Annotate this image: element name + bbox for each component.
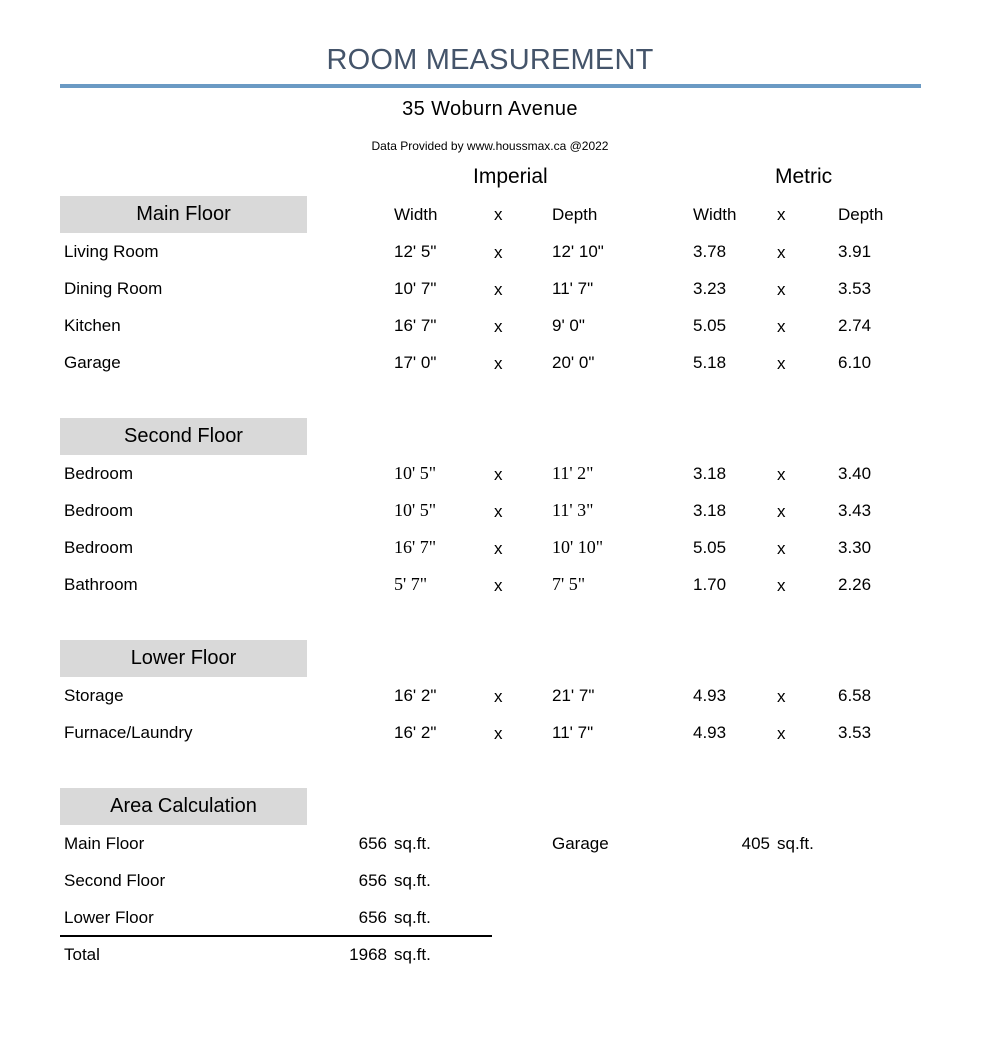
imperial-width: 10' 5" (394, 500, 437, 520)
metric-depth: 3.53 (838, 279, 872, 298)
title-rule (60, 84, 921, 88)
times-sign: x (777, 539, 786, 558)
section-title: Lower Floor (130, 647, 237, 669)
imperial-width-header: Width (394, 205, 438, 224)
imperial-width: 10' 5" (394, 463, 437, 483)
area-value-second: 656 (358, 871, 387, 890)
imperial-depth-header: Depth (552, 205, 598, 224)
times-sign: x (494, 502, 503, 521)
metric-depth: 3.91 (838, 242, 872, 261)
area-unit: sq.ft. (394, 834, 431, 853)
times-sign: x (494, 317, 503, 336)
imperial-width: 5' 7" (394, 574, 428, 594)
area-label-total: Total (64, 945, 100, 964)
imperial-width: 16' 7" (394, 316, 437, 335)
times-sign: x (777, 576, 786, 595)
room-name: Living Room (64, 242, 159, 261)
metric-width: 3.18 (693, 501, 727, 520)
metric-width: 5.18 (693, 353, 727, 372)
imperial-x-header: x (494, 205, 503, 224)
section-header (60, 418, 307, 455)
imperial-depth: 21' 7" (552, 686, 595, 705)
room-name: Dining Room (64, 279, 163, 298)
metric-x-header: x (777, 205, 786, 224)
property-address: 35 Woburn Avenue (402, 98, 578, 120)
times-sign: x (777, 243, 786, 262)
metric-width: 1.70 (693, 575, 727, 594)
area-unit: sq.ft. (394, 945, 431, 964)
area-value-total: 1968 (349, 945, 387, 964)
area-value-garage: 405 (741, 834, 770, 853)
section-header (60, 196, 307, 233)
times-sign: x (777, 280, 786, 299)
section-header-area (60, 788, 307, 825)
room-name: Bathroom (64, 575, 138, 594)
metric-depth: 6.58 (838, 686, 872, 705)
room-name: Garage (64, 353, 121, 372)
imperial-depth: 11' 3" (552, 500, 594, 520)
times-sign: x (494, 687, 503, 706)
room-name: Bedroom (64, 464, 133, 483)
metric-width: 4.93 (693, 686, 727, 705)
times-sign: x (777, 354, 786, 373)
imperial-depth: 10' 10" (552, 537, 604, 557)
imperial-depth: 7' 5" (552, 574, 586, 594)
section-header (60, 640, 307, 677)
room-name: Bedroom (64, 538, 133, 557)
area-value-main: 656 (358, 834, 387, 853)
area-value-lower: 656 (358, 908, 387, 927)
room-name: Bedroom (64, 501, 133, 520)
total-divider (60, 935, 492, 937)
metric-depth-header: Depth (838, 205, 884, 224)
imperial-width: 16' 2" (394, 723, 437, 742)
times-sign: x (777, 465, 786, 484)
imperial-depth: 11' 7" (552, 723, 594, 742)
area-unit: sq.ft. (777, 834, 814, 853)
times-sign: x (777, 687, 786, 706)
section-title: Area Calculation (110, 795, 257, 817)
metric-width: 3.18 (693, 464, 727, 483)
data-source-note: Data Provided by www.houssmax.ca @2022 (371, 139, 609, 153)
imperial-width: 10' 7" (394, 279, 437, 298)
times-sign: x (494, 243, 503, 262)
metric-depth: 3.40 (838, 464, 872, 483)
metric-depth: 2.74 (838, 316, 872, 335)
metric-depth: 3.43 (838, 501, 872, 520)
metric-width: 5.05 (693, 538, 727, 557)
times-sign: x (494, 724, 503, 743)
times-sign: x (494, 576, 503, 595)
imperial-width: 12' 5" (394, 242, 437, 261)
times-sign: x (494, 539, 503, 558)
imperial-depth: 11' 2" (552, 463, 594, 483)
area-label-second: Second Floor (64, 871, 166, 890)
area-unit: sq.ft. (394, 908, 431, 927)
metric-depth: 6.10 (838, 353, 872, 372)
times-sign: x (494, 280, 503, 299)
imperial-width: 16' 2" (394, 686, 437, 705)
imperial-depth: 9' 0" (552, 316, 585, 335)
area-label-main: Main Floor (64, 834, 145, 853)
room-name: Kitchen (64, 316, 121, 335)
imperial-depth: 11' 7" (552, 279, 594, 298)
times-sign: x (777, 502, 786, 521)
times-sign: x (777, 724, 786, 743)
metric-depth: 3.53 (838, 723, 872, 742)
metric-width: 3.78 (693, 242, 727, 261)
times-sign: x (494, 465, 503, 484)
metric-depth: 3.30 (838, 538, 872, 557)
metric-depth: 2.26 (838, 575, 872, 594)
metric-width-header: Width (693, 205, 737, 224)
room-name: Furnace/Laundry (64, 723, 193, 742)
imperial-width: 16' 7" (394, 537, 437, 557)
metric-width: 3.23 (693, 279, 727, 298)
room-name: Storage (64, 686, 124, 705)
page-title: ROOM MEASUREMENT (326, 44, 654, 76)
section-title: Second Floor (124, 425, 243, 447)
section-title: Main Floor (136, 203, 231, 225)
times-sign: x (494, 354, 503, 373)
times-sign: x (777, 317, 786, 336)
metric-heading: Metric (775, 165, 833, 188)
imperial-width: 17' 0" (394, 353, 437, 372)
imperial-depth: 20' 0" (552, 353, 595, 372)
metric-width: 5.05 (693, 316, 727, 335)
imperial-heading: Imperial (473, 165, 548, 188)
imperial-depth: 12' 10" (552, 242, 604, 261)
metric-width: 4.93 (693, 723, 727, 742)
area-label-lower: Lower Floor (64, 908, 154, 927)
area-unit: sq.ft. (394, 871, 431, 890)
area-label-garage: Garage (552, 834, 609, 853)
